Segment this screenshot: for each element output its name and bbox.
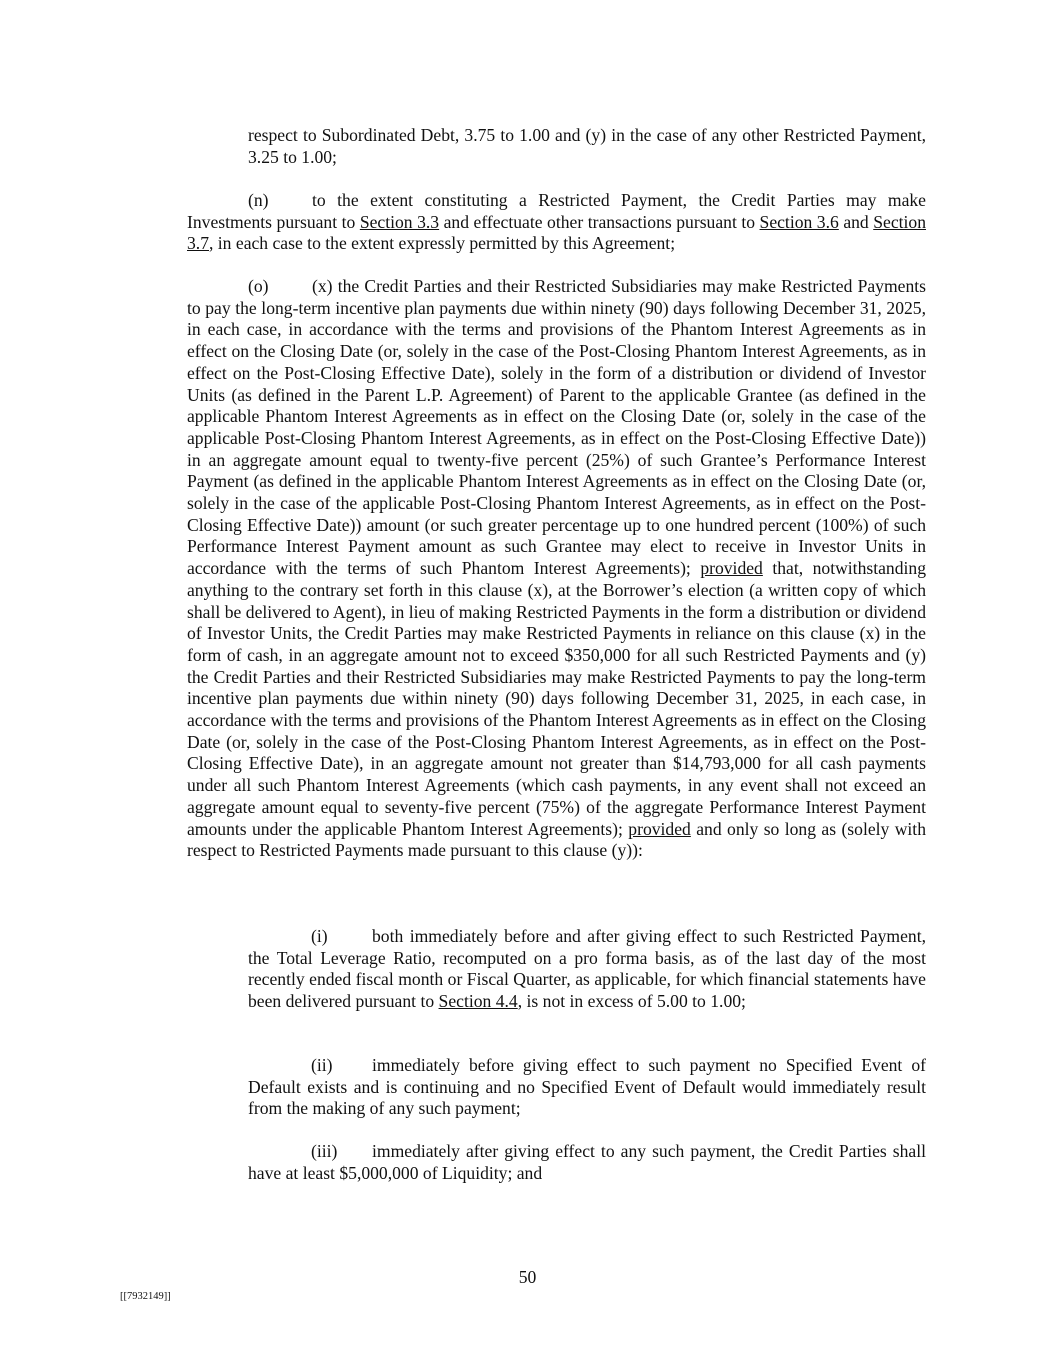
section-4-4-ref: Section 4.4 bbox=[438, 991, 518, 1012]
paragraph-o-label: (o) bbox=[248, 276, 269, 296]
paragraph-iii bbox=[248, 1141, 926, 1184]
paragraph-o-text-2: that, notwithstanding anything to the contrary set forth in this clause (x), at the Borrower’s election (a written copy of which shall be delivered to Agent), in lieu of making Restricted Payments in the form a distribution or dividend of Investor Units, the Credit Parties may make Restricted Payments in reliance on this clause (x) in the form of cash, in an aggregate amount not to exceed $350,000 for all such Restricted Payments and (y) the Credit Parties and their Restricted Subsidiaries may make Restricted Payments to pay the long-term incentive plan payments due within ninety (90) days following December 31, 2025, in each case, in accordance with the terms and provisions of the Phantom Interest Agreements as in effect on the Closing Date (or, solely in the case of the Post-Closing Phantom Interest Agreements, as in effect on the Post-Closing Effective Date), in an aggregate amount not greater than $14,793,000 for all cash payments under all such Phantom Interest Agreements (which cash payments, in any event shall not exceed an aggregate amount equal to seventy-five percent (75%) of the aggregate Performance Interest Payment amounts under the applicable Phantom Interest Agreements); bbox=[187, 558, 926, 839]
paragraph-ii-text: immediately before giving effect to such payment no Specified Event of Default exists and is continuing and no Specified Event of Default would immediately result from the making of any such payment; bbox=[248, 1055, 926, 1119]
section-3-7-ref: Section 3.7 bbox=[187, 211, 927, 254]
section-3-3-ref: Section 3.3 bbox=[359, 211, 440, 232]
paragraph-i-text-2: , is not in excess of 5.00 to 1.00; bbox=[517, 991, 746, 1012]
provided-term-2: provided bbox=[628, 818, 691, 839]
section-3-6-ref: Section 3.6 bbox=[759, 211, 839, 232]
paragraph-iii-text: immediately after giving effect to any such payment, the Credit Parties shall have at least $5,000,000 of Liquidity; and bbox=[248, 1141, 926, 1183]
paragraph-n-text: to the extent constituting a Restricted Payment, the Credit Parties may make Investments pursuant to bbox=[187, 190, 926, 232]
paragraph-n-text-4: , in each case to the extent expressly permitted by this Agreement; bbox=[209, 233, 676, 254]
paragraph-n-label: (n) bbox=[248, 190, 269, 210]
paragraph-m-continuation: respect to Subordinated Debt, 3.75 to 1.00 and (y) in the case of any other Restricted Payment, 3.25 to 1.00; bbox=[248, 125, 926, 167]
paragraph-n-text-2: and effectuate other transactions pursuant to bbox=[439, 211, 760, 232]
document-id: [[7932149]] bbox=[120, 1291, 171, 1302]
paragraph-n bbox=[187, 190, 926, 255]
provided-term-1: provided bbox=[700, 558, 763, 579]
paragraph-i-text: both immediately before and after giving effect to such Restricted Payment, the Total Leverage Ratio, recomputed on a pro forma basis, as of the last day of the most recently ended fiscal month or Fiscal Quarter, as applicable, for which financial statements have been delivered pursuant to bbox=[248, 926, 926, 1012]
paragraph-i bbox=[248, 926, 926, 1013]
paragraph-ii bbox=[248, 1055, 926, 1120]
page-number: 50 bbox=[518, 1267, 537, 1287]
paragraph-ii-label: (ii) bbox=[311, 1055, 333, 1075]
paragraph-i-label: (i) bbox=[311, 926, 328, 946]
paragraph-n-text-3: and bbox=[838, 211, 874, 232]
paragraph-iii-label: (iii) bbox=[311, 1141, 338, 1161]
paragraph-o-text-3: and only so long as (solely with respect to Restricted Payments made pursuant to this clause (y)): bbox=[187, 818, 926, 861]
paragraph-o bbox=[187, 276, 926, 862]
paragraph-o-text: (x) the Credit Parties and their Restricted Subsidiaries may make Restricted Payments to pay the long-term incentive plan payments due within ninety (90) days following December 31, 2025, in each case, in accordance with the terms and provisions of the Phantom Interest Agreements as in effect on the Closing Date (or, solely in the case of the Post-Closing Phantom Interest Agreements, as in effect on the Post-Closing Effective Date), solely in the form of a distribution or dividend of Investor Units (as defined in the Parent L.P. Agreement) of Parent to the applicable Grantee (as defined in the applicable Phantom Interest Agreements as in effect on the Closing Date (or, solely in the case of the applicable Post-Closing Phantom Interest Agreements, as in effect on the Post-Closing Effective Date)) in an aggregate amount equal to twenty-five percent (25%) of such Grantee’s Performance Interest Payment (as defined in the applicable Phantom Interest Agreements as in effect on the Closing Date (or, solely in the case of the applicable Post-Closing Phantom Interest Agreements, as in effect on the Post-Closing Effective Date)) amount (or such greater percentage up to one hundred percent (100%) of such Performance Interest Payment amount as such Grantee may elect to receive in Investor Units in accordance with the terms of such Phantom Interest Agreements); bbox=[187, 276, 926, 579]
